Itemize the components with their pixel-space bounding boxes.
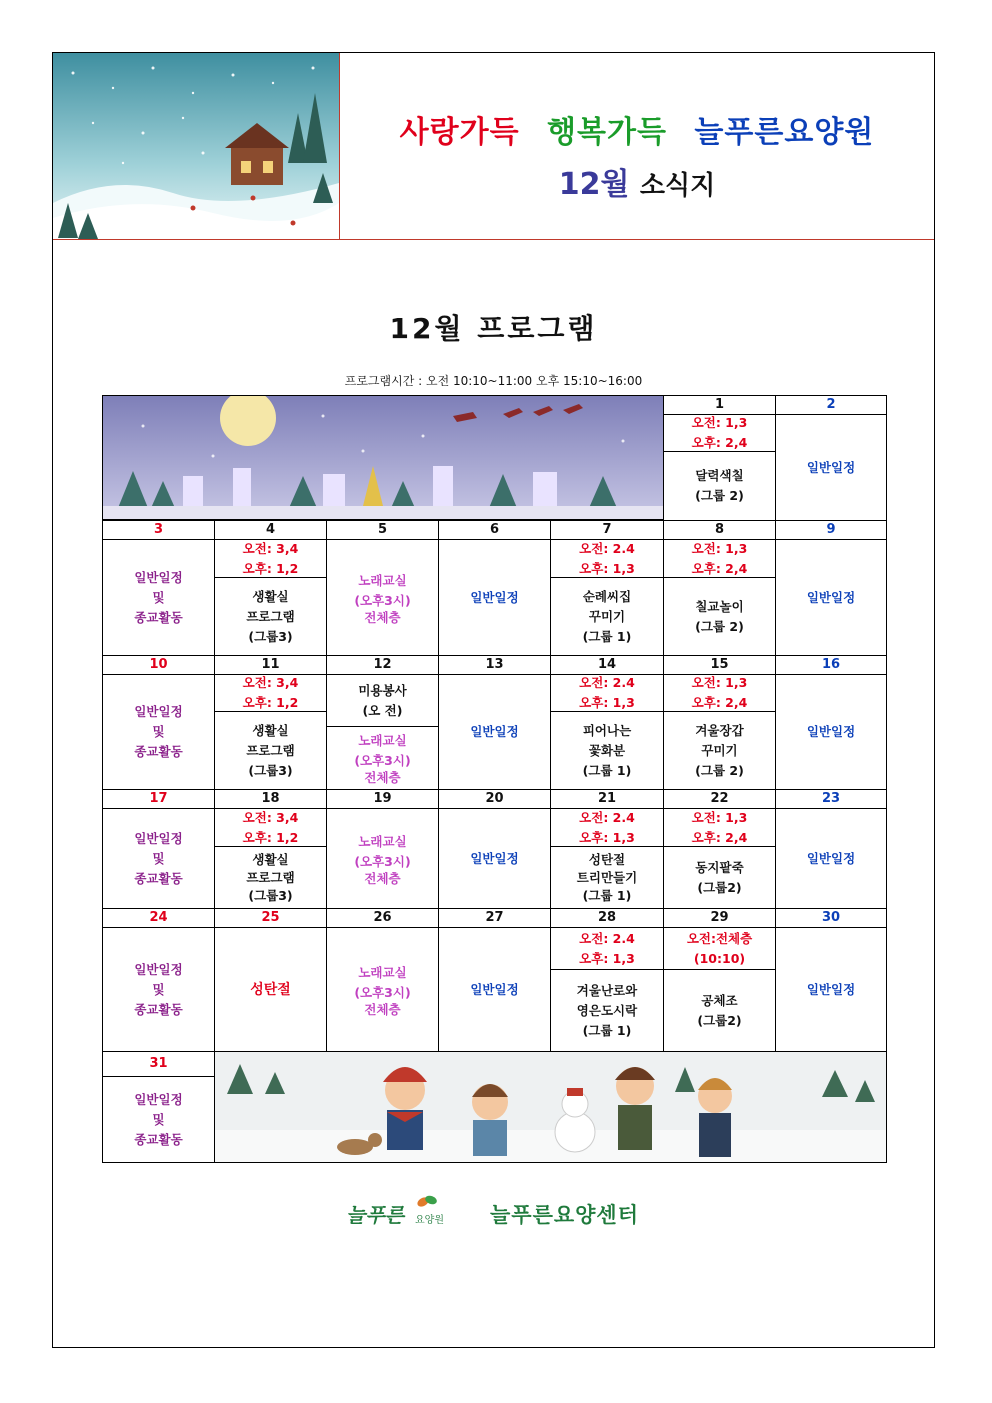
- date-10: 10: [102, 655, 215, 675]
- day-11-activity: [214, 711, 327, 790]
- activity-line: (그룹2): [697, 1012, 742, 1028]
- day-24-activity: [102, 927, 215, 1052]
- activity-line: 꾸미기: [588, 608, 626, 624]
- activity-line: 일반일정: [470, 724, 519, 739]
- am-group: 오전:전체층: [686, 930, 753, 946]
- date-8: 8: [663, 520, 776, 540]
- am-group: 오전: 3,4: [242, 809, 299, 825]
- day-14-schedule: [550, 674, 664, 712]
- activity-line: 일반일정: [134, 830, 183, 846]
- date-25: 25: [214, 908, 327, 928]
- date-1: 1: [663, 395, 776, 415]
- activity-line: 공체조: [701, 992, 738, 1008]
- activity-line: 일반일정: [470, 981, 519, 997]
- day-15-schedule: [663, 674, 776, 712]
- activity-line: 일반일정: [134, 704, 183, 719]
- date-20: 20: [438, 789, 551, 809]
- program-title: 12월 프로그램: [389, 312, 598, 345]
- activity-line: 피어나는: [582, 722, 632, 738]
- activity-line: (그룹 2): [695, 762, 744, 778]
- date-28: 28: [550, 908, 664, 928]
- activity-line: 성탄절: [588, 851, 626, 867]
- activity-line: 및: [152, 981, 165, 997]
- header: [53, 53, 934, 240]
- day-21-activity: [550, 846, 664, 909]
- date-11: 11: [214, 655, 327, 675]
- activity-line: 종교활동: [134, 1131, 183, 1147]
- date-6: 6: [438, 520, 551, 540]
- activity-line: 및: [152, 589, 165, 605]
- day-13-activity: [438, 674, 551, 790]
- month-label: 12월: [558, 167, 630, 202]
- date-13: 13: [438, 655, 551, 675]
- date-24: 24: [102, 908, 215, 928]
- am-group: 오전: 2.4: [579, 809, 635, 825]
- activity-line: 일반일정: [134, 569, 183, 585]
- pm-group: 오후: 1,3: [579, 560, 635, 576]
- activity-line: 일반일정: [134, 961, 183, 977]
- date-22: 22: [663, 789, 776, 809]
- date-27: 27: [438, 908, 551, 928]
- activity-line: 일반일정: [806, 589, 856, 605]
- slogan-name: 늘푸른요양원: [694, 115, 875, 150]
- day-6-activity: [438, 539, 551, 656]
- activity-line: 종교활동: [134, 744, 183, 759]
- date-21: 21: [550, 789, 664, 809]
- pm-group: 오후: 1,2: [242, 560, 299, 576]
- pm-group: 오후: 2,4: [691, 695, 748, 710]
- day-15-activity: [663, 711, 776, 790]
- newsletter-title: [340, 159, 934, 203]
- center-name: 늘푸른요양센터: [490, 1203, 640, 1227]
- activity-line: 생활실: [252, 851, 289, 867]
- date-7: 7: [550, 520, 664, 540]
- am-group: 오전: 1,3: [691, 809, 748, 825]
- activity-line: 프로그램: [246, 742, 295, 758]
- am-group: 오전: 3,4: [242, 540, 299, 556]
- day-27-activity: [438, 927, 551, 1052]
- activity-line: 순례씨집: [582, 588, 632, 604]
- am-group: 오전: 2.4: [579, 930, 635, 946]
- activity-line: 및: [152, 1111, 165, 1127]
- day-22-schedule: [663, 808, 776, 847]
- activity-line: 종교활동: [134, 609, 183, 625]
- day-1-activity: [663, 451, 776, 521]
- day-19-activity: [326, 808, 439, 909]
- calendar-grid: [103, 396, 887, 1164]
- activity-line: (오 전): [362, 702, 403, 718]
- day-7-activity: [550, 577, 664, 656]
- activity-line: (오후3시): [354, 853, 411, 869]
- header-title: [340, 53, 934, 239]
- activity-line: 노래교실: [358, 964, 407, 980]
- day-12-morning: [326, 674, 439, 727]
- activity-line: (그룹 2): [695, 618, 744, 634]
- date-3: 3: [102, 520, 215, 540]
- activity-line: 칠교놀이: [695, 598, 744, 614]
- date-14: 14: [550, 655, 664, 675]
- activity-line: 및: [152, 724, 165, 739]
- activity-line: 트리만들기: [576, 869, 638, 885]
- pm-group: 오후: 2,4: [691, 435, 748, 450]
- day-8-activity: [663, 577, 776, 656]
- day-4-activity: [214, 577, 327, 656]
- day-25-activity: [214, 927, 327, 1052]
- activity-line: 일반일정: [806, 724, 856, 739]
- date-2: 2: [775, 395, 887, 415]
- activity-line: (그룹3): [248, 762, 293, 778]
- activity-line: (그룹2): [697, 879, 742, 895]
- pm-group: 오후: 2,4: [691, 560, 748, 576]
- winter-friends-illustration: [214, 1051, 887, 1163]
- am-group: 오전: 2.4: [579, 675, 635, 690]
- day-21-schedule: [550, 808, 664, 847]
- activity-line: (오후3시): [354, 753, 411, 768]
- day-17-activity: [102, 808, 215, 909]
- am-group: 오전: 1,3: [691, 540, 748, 556]
- day-3-activity: [102, 539, 215, 656]
- am-group: 오전: 3,4: [242, 675, 299, 690]
- day-4-schedule: [214, 539, 327, 578]
- day-5-activity: [326, 539, 439, 656]
- date-9: 9: [775, 520, 887, 540]
- activity-line: 달력색칠: [695, 468, 744, 483]
- date-18: 18: [214, 789, 327, 809]
- date-15: 15: [663, 655, 776, 675]
- activity-line: (오후3시): [354, 984, 411, 1000]
- day-23-activity: [775, 808, 887, 909]
- activity-line: 일반일정: [134, 1091, 183, 1107]
- activity-line: 전체층: [364, 609, 401, 625]
- day-29-activity: [663, 969, 776, 1052]
- pm-group: 오후: 2,4: [691, 829, 748, 845]
- date-23: 23: [775, 789, 887, 809]
- activity-line: 생활실: [252, 722, 289, 738]
- slogan: [340, 107, 934, 151]
- date-5: 5: [326, 520, 439, 540]
- day-7-schedule: [550, 539, 664, 578]
- activity-line: 미용봉사: [358, 682, 407, 698]
- activity-line: 꽃화분: [588, 742, 626, 758]
- activity-line: 겨울난로와: [576, 982, 638, 998]
- activity-line: 및: [152, 850, 165, 866]
- winter-village-illustration: [53, 53, 340, 239]
- santa-illustration: [102, 395, 664, 520]
- logo-subtitle: 요양원: [415, 1215, 444, 1226]
- pm-group: 오후: 1,3: [579, 695, 635, 710]
- activity-line: 일반일정: [470, 850, 519, 866]
- activity-line: 동지팥죽: [695, 859, 744, 875]
- pm-group: 오후: 1,3: [579, 829, 635, 845]
- day-10-activity: [102, 674, 215, 790]
- day-11-schedule: [214, 674, 327, 712]
- activity-line: 프로그램: [246, 608, 295, 624]
- day-29-schedule: [663, 927, 776, 970]
- logo: 늘푸른: [346, 1203, 404, 1227]
- activity-line: 노래교실: [358, 833, 407, 849]
- activity-line: 전체층: [364, 1001, 401, 1017]
- activity-line: (그룹 2): [695, 488, 744, 503]
- slogan-love: 사랑가득: [399, 115, 520, 150]
- activity-line: (그룹 1): [582, 1022, 632, 1038]
- date-29: 29: [663, 908, 776, 928]
- day-12-activity: [326, 726, 439, 790]
- footer: [53, 1193, 934, 1233]
- activity-line: 일반일정: [806, 850, 856, 866]
- activity-line: (그룹 1): [582, 887, 632, 903]
- activity-line: 종교활동: [134, 870, 183, 886]
- day-31-activity: [102, 1076, 215, 1163]
- day-14-activity: [550, 711, 664, 790]
- activity-line: (오후3시): [354, 592, 411, 608]
- day-16-activity: [775, 674, 887, 790]
- am-group: 오전: 2.4: [579, 540, 635, 556]
- day-26-activity: [326, 927, 439, 1052]
- leaf-icon: [415, 1193, 439, 1209]
- date-12: 12: [326, 655, 439, 675]
- page-frame: [52, 52, 935, 1348]
- day-20-activity: [438, 808, 551, 909]
- date-30: 30: [775, 908, 887, 928]
- activity-line: (그룹3): [248, 887, 293, 903]
- activity-line: 일반일정: [806, 459, 856, 475]
- day-8-schedule: [663, 539, 776, 578]
- activity-line: 프로그램: [246, 869, 295, 885]
- day-1-schedule: [663, 414, 776, 452]
- date-16: 16: [775, 655, 887, 675]
- pm-group: (10:10): [693, 950, 746, 966]
- date-4: 4: [214, 520, 327, 540]
- date-26: 26: [326, 908, 439, 928]
- activity-line: (그룹 1): [582, 628, 632, 644]
- day-28-activity: [550, 969, 664, 1052]
- date-31: 31: [102, 1051, 215, 1077]
- pm-group: 오후: 1,2: [242, 829, 299, 845]
- activity-line: (그룹 1): [582, 762, 632, 778]
- date-17: 17: [102, 789, 215, 809]
- day-9-activity: [775, 539, 887, 656]
- activity-line: 영은도시락: [576, 1002, 638, 1018]
- activity-line: 노래교실: [358, 733, 407, 748]
- date-19: 19: [326, 789, 439, 809]
- activity-line: 전체층: [364, 770, 401, 785]
- activity-line: 꾸미기: [701, 742, 738, 758]
- day-22-activity: [663, 846, 776, 909]
- activity-line: 일반일정: [470, 589, 519, 605]
- activity-line: 일반일정: [806, 981, 856, 997]
- activity-line: 종교활동: [134, 1001, 183, 1017]
- day-18-schedule: [214, 808, 327, 847]
- activity-line: 전체층: [364, 870, 401, 886]
- day-30-activity: [775, 927, 887, 1052]
- day-28-schedule: [550, 927, 664, 970]
- activity-line: 생활실: [252, 588, 289, 604]
- am-group: 오전: 1,3: [691, 675, 748, 690]
- day-2-activity: [775, 414, 887, 521]
- newsletter-label: 소식지: [639, 171, 716, 201]
- slogan-happy: 행복가득: [547, 115, 667, 150]
- program-time: 프로그램시간 : 오전 10:10~11:00 오후 15:10~16:00: [344, 374, 643, 388]
- activity-line: 노래교실: [358, 572, 407, 588]
- pm-group: 오후: 1,2: [242, 695, 299, 710]
- activity-line: 성탄절: [250, 981, 291, 998]
- day-18-activity: [214, 846, 327, 909]
- am-group: 오전: 1,3: [691, 415, 748, 430]
- pm-group: 오후: 1,3: [579, 950, 635, 966]
- activity-line: (그룹3): [248, 628, 293, 644]
- activity-line: 겨울장갑: [695, 722, 744, 738]
